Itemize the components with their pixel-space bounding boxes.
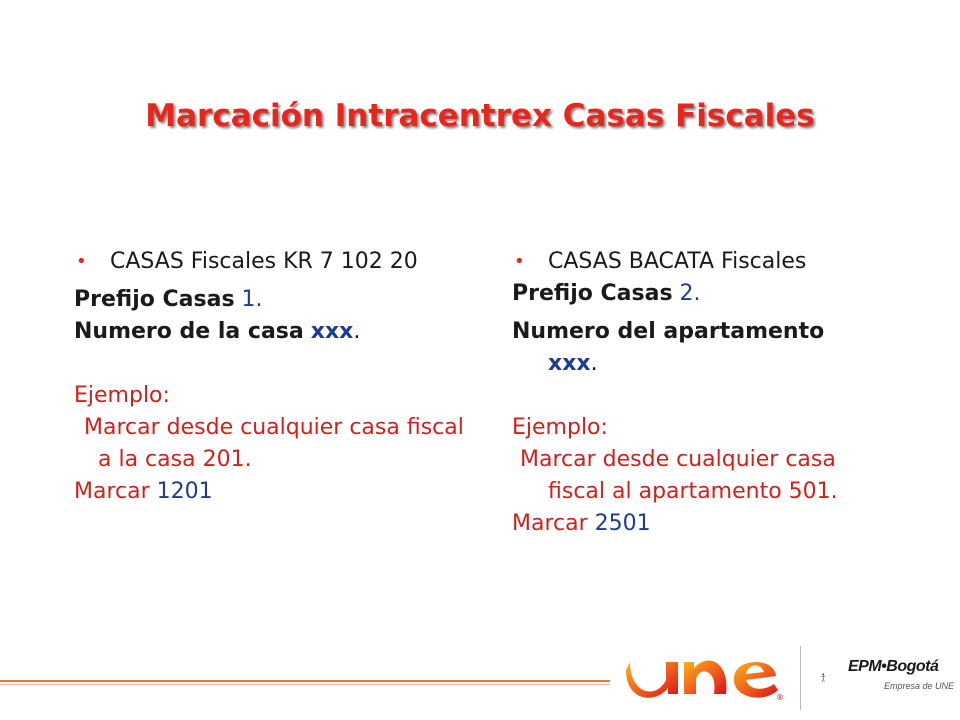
epm-sub-text: Empresa de UNE	[884, 681, 955, 691]
right-dial-line	[512, 508, 872, 540]
right-prefix-value: 2.	[679, 281, 701, 306]
left-number-value: xxx	[310, 319, 354, 344]
left-dial-label: Marcar	[74, 479, 150, 504]
right-number-line	[512, 316, 872, 380]
left-bullet-item	[74, 246, 474, 278]
left-dial-line	[74, 476, 474, 508]
right-bullet-item	[512, 246, 872, 278]
bullet-icon: •	[76, 251, 87, 272]
right-prefix-line	[512, 278, 872, 310]
left-prefix-label: Prefijo Casas	[74, 287, 235, 312]
une-logo	[626, 650, 786, 702]
right-prefix-label: Prefijo Casas	[512, 281, 673, 306]
epm-logo-text: EPM•Bogotá	[848, 658, 939, 675]
left-number-dot: .	[353, 319, 361, 344]
right-number-label: Numero del apartamento	[512, 319, 825, 344]
registered-mark: ®	[776, 693, 784, 702]
right-dial-label: Marcar	[512, 511, 588, 536]
footer-divider	[800, 646, 801, 710]
right-dial-value: 2501	[594, 511, 651, 536]
left-example-text	[74, 412, 474, 476]
left-example-label: Ejemplo:	[74, 383, 170, 408]
right-example-text	[512, 444, 872, 508]
bullet-icon: •	[514, 251, 525, 272]
right-number-value: xxx	[548, 351, 591, 376]
left-bullet-text: CASAS Fiscales KR 7 102 20	[110, 249, 418, 274]
left-column	[74, 246, 474, 508]
right-bullet-text: CASAS BACATA Fiscales	[548, 249, 807, 274]
left-example-text-content: Marcar desde cualquier casa fiscal a la casa 201.	[84, 415, 464, 472]
right-example-text-content: Marcar desde cualquier casa fiscal al apartamento 501.	[520, 447, 838, 504]
slide-title: Marcación Intracentrex Casas Fiscales	[145, 98, 815, 134]
right-number-dot: .	[590, 351, 598, 376]
footer-rule	[0, 680, 610, 682]
epm-figure-icon	[820, 654, 850, 702]
left-dial-value: 1201	[156, 479, 213, 504]
right-column	[512, 246, 872, 540]
right-example-label: Ejemplo:	[512, 415, 608, 440]
footer-rule-thin	[0, 684, 610, 685]
left-number-label: Numero de la casa	[74, 319, 304, 344]
left-number-line	[74, 316, 474, 348]
left-prefix-value: 1.	[241, 287, 263, 312]
left-prefix-line	[74, 284, 474, 316]
